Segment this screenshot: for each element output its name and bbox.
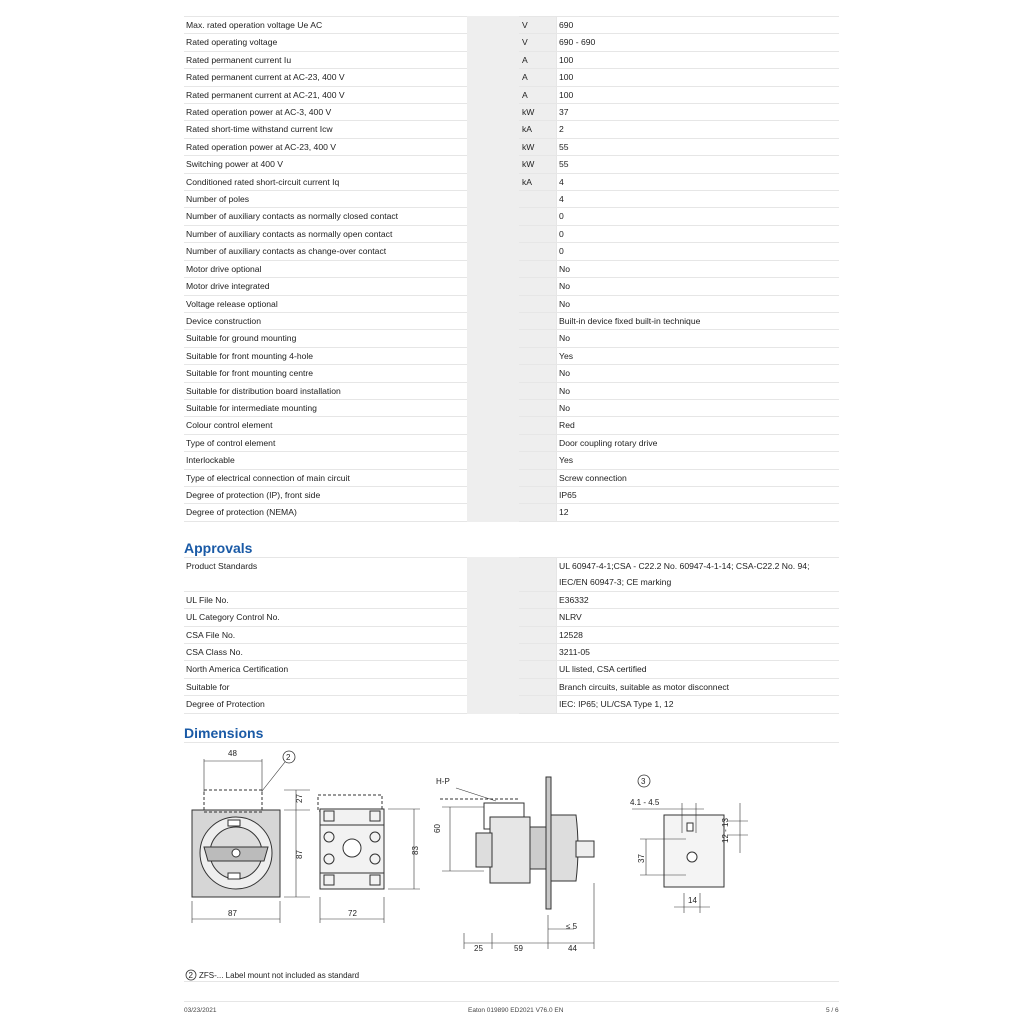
dim-48: 48 (228, 749, 237, 758)
row-value: 55 (557, 156, 840, 173)
table-row (184, 121, 839, 138)
row-unit (493, 661, 557, 678)
row-unit (493, 330, 557, 347)
row-unit (493, 469, 557, 486)
row-unit (493, 365, 557, 382)
row-unit (493, 696, 557, 713)
row-label: Type of control element (184, 434, 493, 451)
row-unit (493, 452, 557, 469)
table-row (184, 644, 839, 661)
row-label: Rated operating voltage (184, 34, 493, 51)
row-value: No (557, 295, 840, 312)
row-value: No (557, 260, 840, 277)
row-label: Switching power at 400 V (184, 156, 493, 173)
table-row (184, 399, 839, 416)
table-row (184, 591, 839, 608)
table-row (184, 626, 839, 643)
row-unit: kW (493, 104, 557, 121)
row-label: Colour control element (184, 417, 493, 434)
table-row (184, 225, 839, 242)
table-row (184, 295, 839, 312)
dimensions-heading: Dimensions (184, 725, 264, 741)
row-value: E36332 (557, 591, 840, 608)
table-row (184, 51, 839, 68)
row-value: Yes (557, 347, 840, 364)
table-row (184, 69, 839, 86)
row-unit (493, 591, 557, 608)
row-value: 100 (557, 69, 840, 86)
row-unit (493, 278, 557, 295)
row-unit (493, 260, 557, 277)
row-value: No (557, 382, 840, 399)
row-unit (493, 295, 557, 312)
row-value: Branch circuits, suitable as motor disconnect (557, 678, 840, 695)
row-label: Number of auxiliary contacts as normally open contact (184, 225, 493, 242)
row-label: Rated short-time withstand current Icw (184, 121, 493, 138)
row-label: CSA Class No. (184, 644, 493, 661)
dim-87-v: 87 (295, 850, 304, 859)
dimensions-caption: ZFS-... Label mount not included as standard (199, 971, 360, 980)
table-row (184, 138, 839, 155)
table-row (184, 452, 839, 469)
row-value: 100 (557, 51, 840, 68)
table-row (184, 696, 839, 713)
row-value: 12528 (557, 626, 840, 643)
row-unit (493, 312, 557, 329)
footer-doc-id: Eaton 019890 ED2021 V76.0 EN (468, 1007, 564, 1014)
row-value: Built-in device fixed built-in technique (557, 312, 840, 329)
row-unit: kW (493, 156, 557, 173)
table-row (184, 661, 839, 678)
row-value: UL 60947-4-1;CSA - C22.2 No. 60947-4-1-14; CSA-C22.2 No. 94; IEC/EN 60947-3; CE marking (557, 558, 840, 592)
row-label: Rated operation power at AC-23, 400 V (184, 138, 493, 155)
dim-12-13: 12 - 13 (721, 818, 730, 843)
switch-body-drawing (318, 795, 420, 923)
approvals-heading: Approvals (184, 540, 253, 556)
table-row (184, 504, 839, 521)
row-value: Screw connection (557, 469, 840, 486)
row-unit (493, 504, 557, 521)
table-row (184, 312, 839, 329)
dim-87-h: 87 (228, 909, 237, 918)
row-value: No (557, 365, 840, 382)
row-unit: kA (493, 121, 557, 138)
row-value: 12 (557, 504, 840, 521)
row-label: UL Category Control No. (184, 609, 493, 626)
row-label: Motor drive integrated (184, 278, 493, 295)
row-value: 37 (557, 104, 840, 121)
callout-2: 2 (286, 753, 291, 762)
row-label: Device construction (184, 312, 493, 329)
row-label: Conditioned rated short-circuit current Iq (184, 173, 493, 190)
row-label: CSA File No. (184, 626, 493, 643)
row-label: Suitable for ground mounting (184, 330, 493, 347)
row-value: 4 (557, 191, 840, 208)
row-label: UL File No. (184, 591, 493, 608)
dim-83: 83 (411, 846, 420, 855)
row-unit (493, 347, 557, 364)
row-unit (493, 417, 557, 434)
table-row (184, 243, 839, 260)
row-label: Interlockable (184, 452, 493, 469)
row-label: Product Standards (184, 558, 493, 592)
row-value: 4 (557, 173, 840, 190)
front-view-drawing (192, 751, 310, 923)
row-label: Rated operation power at AC-3, 400 V (184, 104, 493, 121)
table-row (184, 173, 839, 190)
table-row (184, 678, 839, 695)
row-label: Suitable for (184, 678, 493, 695)
row-unit: A (493, 69, 557, 86)
table-row (184, 486, 839, 503)
table-row (184, 104, 839, 121)
row-value: Door coupling rotary drive (557, 434, 840, 451)
row-value: 690 (557, 17, 840, 34)
callout-3: 3 (641, 777, 646, 786)
row-unit (493, 191, 557, 208)
dimension-drawings-svg (184, 743, 839, 981)
row-unit: V (493, 17, 557, 34)
row-unit: A (493, 51, 557, 68)
row-value: NLRV (557, 609, 840, 626)
table-row (184, 434, 839, 451)
row-unit (493, 399, 557, 416)
table-row (184, 208, 839, 225)
row-unit (493, 208, 557, 225)
dim-25: 25 (474, 944, 483, 953)
row-label: Number of auxiliary contacts as change-over contact (184, 243, 493, 260)
row-unit: A (493, 86, 557, 103)
table-row (184, 260, 839, 277)
row-label: Rated permanent current at AC-23, 400 V (184, 69, 493, 86)
row-label: Max. rated operation voltage Ue AC (184, 17, 493, 34)
row-label: Suitable for intermediate mounting (184, 399, 493, 416)
dimensions-drawing (184, 742, 839, 982)
dim-44: 44 (568, 944, 577, 953)
table-row (184, 86, 839, 103)
dim-59: 59 (514, 944, 523, 953)
row-unit (493, 225, 557, 242)
row-label: Number of auxiliary contacts as normally closed contact (184, 208, 493, 225)
label-hp: H-P (436, 777, 450, 786)
table-row (184, 469, 839, 486)
row-label: Number of poles (184, 191, 493, 208)
row-label: Suitable for front mounting centre (184, 365, 493, 382)
approvals-table (184, 557, 839, 714)
dim-60: 60 (433, 824, 442, 833)
dim-le5: ≤ 5 (566, 922, 578, 931)
row-value: 3211-05 (557, 644, 840, 661)
row-value: IP65 (557, 486, 840, 503)
row-label: Degree of protection (NEMA) (184, 504, 493, 521)
row-label: North America Certification (184, 661, 493, 678)
row-value: No (557, 278, 840, 295)
row-value: 100 (557, 86, 840, 103)
row-label: Degree of protection (IP), front side (184, 486, 493, 503)
row-unit (493, 626, 557, 643)
row-value: UL listed, CSA certified (557, 661, 840, 678)
row-value: Red (557, 417, 840, 434)
table-row (184, 34, 839, 51)
row-unit (493, 609, 557, 626)
row-unit (493, 486, 557, 503)
dim-14: 14 (688, 896, 697, 905)
technical-data-table (184, 16, 839, 522)
table-row (184, 365, 839, 382)
row-label: Type of electrical connection of main circuit (184, 469, 493, 486)
dim-37: 37 (637, 854, 646, 863)
row-unit (493, 434, 557, 451)
row-unit (493, 382, 557, 399)
row-value: 55 (557, 138, 840, 155)
table-row (184, 330, 839, 347)
row-label: Suitable for distribution board installation (184, 382, 493, 399)
dim-4-1-4-5: 4.1 - 4.5 (630, 798, 660, 807)
table-row (184, 191, 839, 208)
row-value: No (557, 399, 840, 416)
row-value: IEC: IP65; UL/CSA Type 1, 12 (557, 696, 840, 713)
footer-date: 03/23/2021 (184, 1007, 217, 1014)
row-label: Suitable for front mounting 4-hole (184, 347, 493, 364)
table-row (184, 17, 839, 34)
row-unit (493, 678, 557, 695)
table-row (184, 156, 839, 173)
row-label: Motor drive optional (184, 260, 493, 277)
footer-page-number: 5 / 6 (826, 1007, 839, 1014)
table-row (184, 417, 839, 434)
row-unit: kW (493, 138, 557, 155)
row-unit (493, 644, 557, 661)
row-value: 0 (557, 225, 840, 242)
row-label: Degree of Protection (184, 696, 493, 713)
row-value: No (557, 330, 840, 347)
dim-27: 27 (295, 794, 304, 803)
row-label: Rated permanent current Iu (184, 51, 493, 68)
row-unit: V (493, 34, 557, 51)
caption-number: 2 (188, 971, 193, 980)
row-value: 0 (557, 243, 840, 260)
row-value: 0 (557, 208, 840, 225)
footer-divider (184, 1001, 839, 1002)
row-label: Rated permanent current at AC-21, 400 V (184, 86, 493, 103)
row-unit (493, 558, 557, 592)
row-value: Yes (557, 452, 840, 469)
row-unit: kA (493, 173, 557, 190)
table-row (184, 558, 839, 592)
table-row (184, 382, 839, 399)
table-row (184, 347, 839, 364)
dim-72: 72 (348, 909, 357, 918)
panel-cutout-drawing (632, 775, 748, 913)
row-unit (493, 243, 557, 260)
row-value: 2 (557, 121, 840, 138)
row-value: 690 - 690 (557, 34, 840, 51)
table-row (184, 609, 839, 626)
table-row (184, 278, 839, 295)
row-label: Voltage release optional (184, 295, 493, 312)
